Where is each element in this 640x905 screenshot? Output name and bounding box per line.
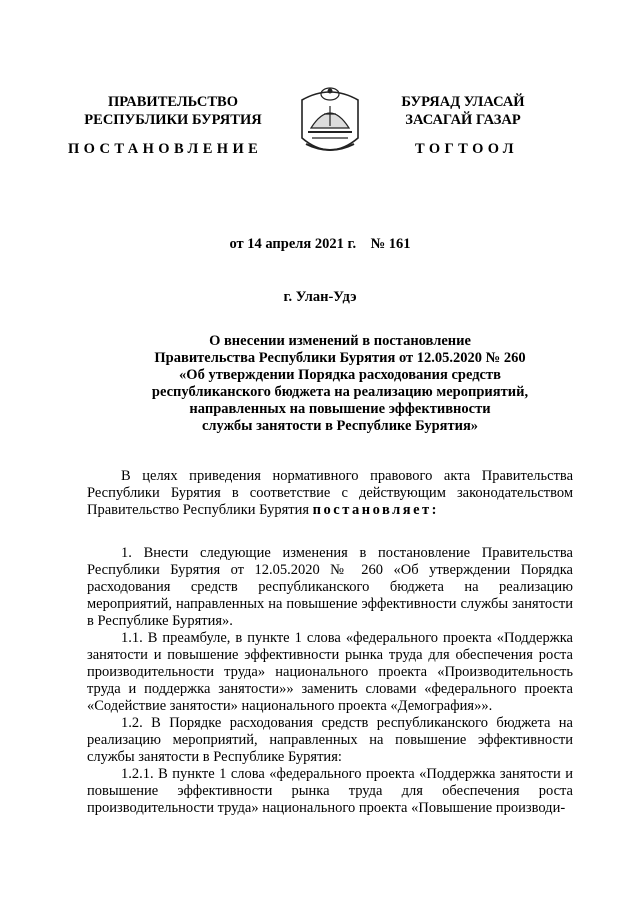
title-line: Правительства Республики Бурятия от 12.05.2020 № 260 [154,350,526,366]
body-paragraph: 1.2.1. В пункте 1 слова «федерального проекта «Поддержка занятости и повышение эффективности рынка труда для обеспечения роста производительности труда» национального проекта «Повышение производи- [87,766,573,816]
issuer-russian [78,93,268,129]
title-line: республиканского бюджета на реализацию мероприятий, [151,384,529,400]
document-title [130,333,550,435]
body-paragraph: 1.1. В преамбуле, в пункте 1 слова «федерального проекта «Поддержка занятости и повышение эффективности рынка труда для обеспечения роста производительности труда» национального проекта «Производительность труда и поддержка занятости»» заменить словами «федерального проекта «Содействие занятости» национального проекта «Демография»». [87,630,573,714]
resolves-word: постановляет: [312,502,440,518]
resolution-body [87,545,573,817]
coat-of-arms-icon [296,80,364,164]
preamble-paragraph [87,468,573,519]
date-and-number: от 14 апреля 2021 г. № 161 [229,236,411,252]
preamble [87,468,573,519]
issuer-buryat-line2: ЗАСАГАЙ ГАЗАР [405,112,521,128]
title-line: «Об утверждении Порядка расходования средств [179,367,501,383]
body-paragraph: 1.2. В Порядке расходования средств республиканского бюджета на реализацию мероприятий, направленных на повышение эффективности службы занятости в Республике Бурятия: [87,715,573,765]
city: г. Улан-Удэ [283,289,357,305]
issuer-russian-line2: РЕСПУБЛИКИ БУРЯТИЯ [84,112,262,128]
title-line: О внесении изменений в постановление [209,333,471,349]
body-paragraph: 1. Внести следующие изменения в постановление Правительства Республики Бурятия от 12.05.2020 № 260 «Об утверждении Порядка расходования средств республиканского бюджета на реализацию мероприятий, направленных на повышение эффективности службы занятости в Республике Бурятия». [87,545,573,629]
issuer-buryat [372,93,554,129]
title-line: службы занятости в Республике Бурятия» [201,418,479,434]
doc-type-buryat: ТОГТООЛ [415,141,518,157]
issuer-buryat-line1: БУРЯАД УЛАСАЙ [401,94,525,110]
title-line: направленных на повышение эффективности [189,401,491,417]
doc-type-russian: ПОСТАНОВЛЕНИЕ [68,141,263,157]
issuer-russian-line1: ПРАВИТЕЛЬСТВО [108,94,238,110]
preamble-text: В целях приведения нормативного правового акта Правительства Республики Бурятия в соответствие с действующим законодательством Правительство Республики Бурятия [87,468,573,518]
